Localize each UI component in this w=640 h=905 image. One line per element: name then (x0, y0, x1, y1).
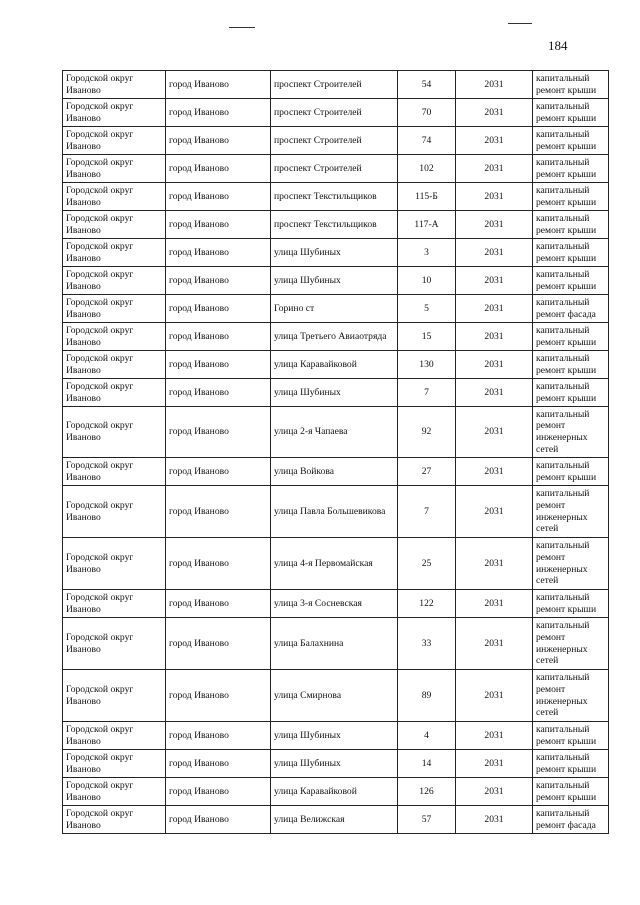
work-type-cell: капитальный ремонт крыши (533, 267, 609, 295)
house-number-cell: 15 (398, 323, 456, 351)
work-type-cell: капитальный ремонт фасада (533, 806, 609, 834)
table-row (63, 267, 609, 295)
table-row (63, 590, 609, 618)
house-number-cell: 25 (398, 538, 456, 590)
house-number-cell: 130 (398, 351, 456, 379)
settlement-cell: город Иваново (166, 750, 271, 778)
street-cell: проспект Строителей (271, 155, 398, 183)
settlement-cell: город Иваново (166, 155, 271, 183)
settlement-cell: город Иваново (166, 211, 271, 239)
municipal-district-cell: Городской округ Иваново (63, 379, 166, 407)
settlement-cell: город Иваново (166, 267, 271, 295)
settlement-cell: город Иваново (166, 407, 271, 458)
work-type-cell: капитальный ремонт крыши (533, 183, 609, 211)
work-type-cell: капитальный ремонт инженерных сетей (533, 486, 609, 538)
street-cell: улица Каравайковой (271, 778, 398, 806)
year-cell: 2031 (456, 379, 533, 407)
settlement-cell: город Иваново (166, 71, 271, 99)
scan-mark-top (229, 27, 255, 28)
table-row (63, 458, 609, 486)
work-type-cell: капитальный ремонт крыши (533, 379, 609, 407)
house-number-cell: 5 (398, 295, 456, 323)
house-number-cell: 7 (398, 486, 456, 538)
year-cell: 2031 (456, 407, 533, 458)
table-row (63, 155, 609, 183)
year-cell: 2031 (456, 155, 533, 183)
work-type-cell: капитальный ремонт крыши (533, 155, 609, 183)
year-cell: 2031 (456, 590, 533, 618)
year-cell: 2031 (456, 722, 533, 750)
municipal-district-cell: Городской округ Иваново (63, 351, 166, 379)
table-body (63, 71, 609, 834)
municipal-district-cell: Городской округ Иваново (63, 239, 166, 267)
settlement-cell: город Иваново (166, 458, 271, 486)
house-number-cell: 92 (398, 407, 456, 458)
year-cell: 2031 (456, 458, 533, 486)
work-type-cell: капитальный ремонт крыши (533, 590, 609, 618)
municipal-district-cell: Городской округ Иваново (63, 538, 166, 590)
year-cell: 2031 (456, 239, 533, 267)
table-row (63, 407, 609, 458)
year-cell: 2031 (456, 538, 533, 590)
year-cell: 2031 (456, 183, 533, 211)
street-cell: улица Шубиных (271, 239, 398, 267)
table-row (63, 71, 609, 99)
house-number-cell: 117-А (398, 211, 456, 239)
house-number-cell: 27 (398, 458, 456, 486)
work-type-cell: капитальный ремонт фасада (533, 295, 609, 323)
work-type-cell: капитальный ремонт инженерных сетей (533, 538, 609, 590)
house-number-cell: 4 (398, 722, 456, 750)
municipal-district-cell: Городской округ Иваново (63, 323, 166, 351)
settlement-cell: город Иваново (166, 590, 271, 618)
year-cell: 2031 (456, 211, 533, 239)
house-number-cell: 102 (398, 155, 456, 183)
house-number-cell: 10 (398, 267, 456, 295)
table-row (63, 295, 609, 323)
work-type-cell: капитальный ремонт крыши (533, 323, 609, 351)
table-row (63, 722, 609, 750)
work-type-cell: капитальный ремонт крыши (533, 351, 609, 379)
street-cell: улица 3-я Сосневская (271, 590, 398, 618)
year-cell: 2031 (456, 750, 533, 778)
street-cell: улица Шубиных (271, 750, 398, 778)
house-number-cell: 7 (398, 379, 456, 407)
table-row (63, 750, 609, 778)
year-cell: 2031 (456, 267, 533, 295)
street-cell: улица Смирнова (271, 670, 398, 722)
work-type-cell: капитальный ремонт крыши (533, 127, 609, 155)
settlement-cell: город Иваново (166, 486, 271, 538)
year-cell: 2031 (456, 99, 533, 127)
repair-schedule-table (62, 70, 609, 834)
street-cell: улица Шубиных (271, 267, 398, 295)
house-number-cell: 89 (398, 670, 456, 722)
street-cell: улица Войкова (271, 458, 398, 486)
work-type-cell: капитальный ремонт инженерных сетей (533, 407, 609, 458)
work-type-cell: капитальный ремонт крыши (533, 71, 609, 99)
house-number-cell: 3 (398, 239, 456, 267)
house-number-cell: 54 (398, 71, 456, 99)
municipal-district-cell: Городской округ Иваново (63, 750, 166, 778)
street-cell: улица Велижская (271, 806, 398, 834)
municipal-district-cell: Городской округ Иваново (63, 407, 166, 458)
municipal-district-cell: Городской округ Иваново (63, 618, 166, 670)
year-cell: 2031 (456, 618, 533, 670)
municipal-district-cell: Городской округ Иваново (63, 670, 166, 722)
municipal-district-cell: Городской округ Иваново (63, 99, 166, 127)
settlement-cell: город Иваново (166, 351, 271, 379)
year-cell: 2031 (456, 778, 533, 806)
table-row (63, 670, 609, 722)
house-number-cell: 74 (398, 127, 456, 155)
table-row (63, 538, 609, 590)
year-cell: 2031 (456, 806, 533, 834)
settlement-cell: город Иваново (166, 806, 271, 834)
year-cell: 2031 (456, 71, 533, 99)
settlement-cell: город Иваново (166, 127, 271, 155)
year-cell: 2031 (456, 323, 533, 351)
table-row (63, 99, 609, 127)
house-number-cell: 122 (398, 590, 456, 618)
street-cell: проспект Текстильщиков (271, 211, 398, 239)
municipal-district-cell: Городской округ Иваново (63, 155, 166, 183)
street-cell: улица Балахнина (271, 618, 398, 670)
settlement-cell: город Иваново (166, 99, 271, 127)
municipal-district-cell: Городской округ Иваново (63, 806, 166, 834)
table-row (63, 239, 609, 267)
work-type-cell: капитальный ремонт крыши (533, 239, 609, 267)
street-cell: улица 2-я Чапаева (271, 407, 398, 458)
year-cell: 2031 (456, 351, 533, 379)
street-cell: проспект Строителей (271, 99, 398, 127)
street-cell: проспект Текстильщиков (271, 183, 398, 211)
work-type-cell: капитальный ремонт крыши (533, 99, 609, 127)
settlement-cell: город Иваново (166, 670, 271, 722)
work-type-cell: капитальный ремонт крыши (533, 750, 609, 778)
table-row (63, 211, 609, 239)
settlement-cell: город Иваново (166, 538, 271, 590)
table-row (63, 486, 609, 538)
house-number-cell: 57 (398, 806, 456, 834)
work-type-cell: капитальный ремонт крыши (533, 211, 609, 239)
scan-mark-top-right (508, 23, 532, 24)
house-number-cell: 14 (398, 750, 456, 778)
settlement-cell: город Иваново (166, 379, 271, 407)
municipal-district-cell: Городской округ Иваново (63, 295, 166, 323)
work-type-cell: капитальный ремонт крыши (533, 458, 609, 486)
municipal-district-cell: Городской округ Иваново (63, 71, 166, 99)
house-number-cell: 126 (398, 778, 456, 806)
settlement-cell: город Иваново (166, 323, 271, 351)
work-type-cell: капитальный ремонт инженерных сетей (533, 670, 609, 722)
work-type-cell: капитальный ремонт крыши (533, 722, 609, 750)
settlement-cell: город Иваново (166, 183, 271, 211)
table-row (63, 127, 609, 155)
work-type-cell: капитальный ремонт инженерных сетей (533, 618, 609, 670)
street-cell: проспект Строителей (271, 71, 398, 99)
municipal-district-cell: Городской округ Иваново (63, 127, 166, 155)
settlement-cell: город Иваново (166, 778, 271, 806)
table-row (63, 183, 609, 211)
settlement-cell: город Иваново (166, 618, 271, 670)
settlement-cell: город Иваново (166, 239, 271, 267)
year-cell: 2031 (456, 486, 533, 538)
municipal-district-cell: Городской округ Иваново (63, 778, 166, 806)
settlement-cell: город Иваново (166, 722, 271, 750)
year-cell: 2031 (456, 127, 533, 155)
page-number: 184 (548, 38, 568, 53)
municipal-district-cell: Городской округ Иваново (63, 267, 166, 295)
street-cell: улица Шубиных (271, 379, 398, 407)
municipal-district-cell: Городской округ Иваново (63, 211, 166, 239)
municipal-district-cell: Городской округ Иваново (63, 183, 166, 211)
municipal-district-cell: Городской округ Иваново (63, 722, 166, 750)
work-type-cell: капитальный ремонт крыши (533, 778, 609, 806)
settlement-cell: город Иваново (166, 295, 271, 323)
year-cell: 2031 (456, 295, 533, 323)
house-number-cell: 70 (398, 99, 456, 127)
street-cell: проспект Строителей (271, 127, 398, 155)
street-cell: улица Шубиных (271, 722, 398, 750)
street-cell: улица Павла Большевикова (271, 486, 398, 538)
street-cell: улица Третьего Авиаотряда (271, 323, 398, 351)
table-row (63, 778, 609, 806)
house-number-cell: 115-Б (398, 183, 456, 211)
street-cell: Горино ст (271, 295, 398, 323)
table-row (63, 323, 609, 351)
table-row (63, 351, 609, 379)
table-row (63, 618, 609, 670)
municipal-district-cell: Городской округ Иваново (63, 590, 166, 618)
table-row (63, 379, 609, 407)
street-cell: улица 4-я Первомайская (271, 538, 398, 590)
street-cell: улица Каравайковой (271, 351, 398, 379)
year-cell: 2031 (456, 670, 533, 722)
municipal-district-cell: Городской округ Иваново (63, 458, 166, 486)
table-row (63, 806, 609, 834)
municipal-district-cell: Городской округ Иваново (63, 486, 166, 538)
house-number-cell: 33 (398, 618, 456, 670)
